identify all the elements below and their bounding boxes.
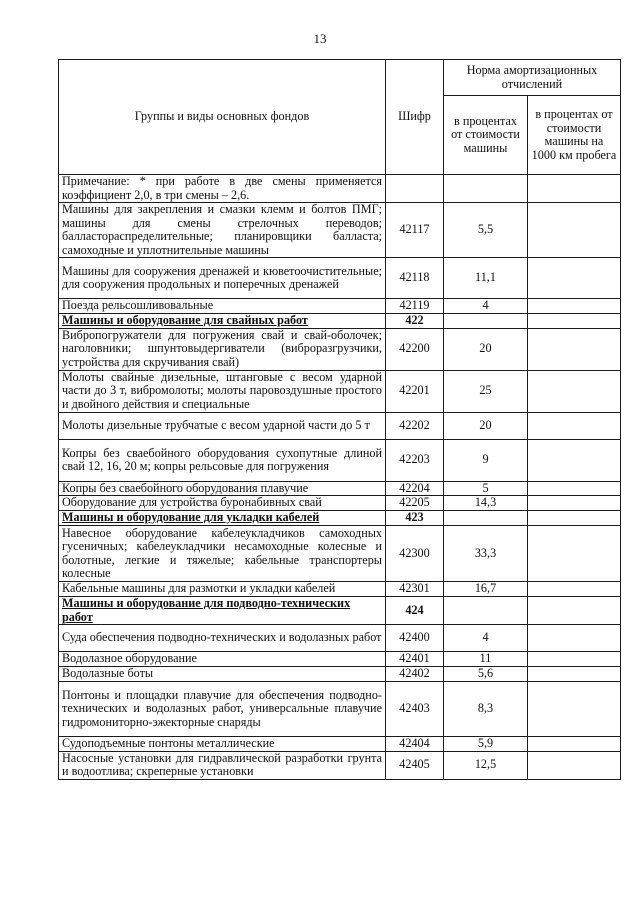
table-row (59, 737, 621, 752)
rate-percent-cell: 4 (444, 299, 528, 314)
fund-name-cell: Копры без сваебойного оборудования сухопутные длиной свай 12, 16, 20 м; копры рельсовые для погружения (59, 439, 386, 481)
rate-percent-cell: 11,1 (444, 258, 528, 299)
rate-percent-cell: 5,6 (444, 667, 528, 682)
fund-name-cell: Молоты дизельные трубчатые с весом ударной части до 5 т (59, 412, 386, 439)
rate-per-1000km-cell (528, 597, 621, 625)
rate-percent-cell: 25 (444, 370, 528, 412)
rate-per-1000km-cell (528, 652, 621, 667)
code-cell: 42204 (386, 481, 444, 496)
rate-percent-cell: 5,5 (444, 203, 528, 258)
fund-name-cell: Вибропогружатели для погружения свай и свай-оболочек; наголовники; шпунтовыдергиватели (виброразгрузчики, устройства для скручивания свай) (59, 328, 386, 370)
rate-per-1000km-cell (528, 667, 621, 682)
table-row (59, 496, 621, 511)
code-cell: 42300 (386, 526, 444, 582)
code-cell: 42117 (386, 203, 444, 258)
rate-percent-cell: 16,7 (444, 582, 528, 597)
code-cell: 42203 (386, 439, 444, 481)
fund-name-cell: Поезда рельсошливовальные (59, 299, 386, 314)
header-percent-per-1000km: в процентах от стоимости машины на 1000 км пробега (528, 96, 621, 175)
fund-name-cell: Навесное оборудование кабелеукладчиков самоходных гусеничных; кабелеукладчики несамоходные колесные и болотные, легкие и тяжелые; кабельные транспортеры колесные (59, 526, 386, 582)
table-row (59, 481, 621, 496)
code-cell: 423 (386, 511, 444, 526)
table-row (59, 439, 621, 481)
header-percent-of-cost: в процентах от стоимости машины (444, 96, 528, 175)
code-cell: 42118 (386, 258, 444, 299)
fund-name-cell: Кабельные машины для размотки и укладки кабелей (59, 582, 386, 597)
header-norm: Норма амортизационных отчислений (444, 60, 621, 96)
table-row (59, 258, 621, 299)
section-row (59, 313, 621, 328)
rate-per-1000km-cell (528, 625, 621, 652)
table-row (59, 412, 621, 439)
table-row (59, 175, 621, 203)
rate-per-1000km-cell (528, 582, 621, 597)
fund-name-cell: Машины для сооружения дренажей и кюветоочистительные; для сооружения продольных и поперечных дренажей (59, 258, 386, 299)
rate-percent-cell (444, 175, 528, 203)
section-row (59, 597, 621, 625)
code-cell: 42119 (386, 299, 444, 314)
code-cell: 42200 (386, 328, 444, 370)
code-cell (386, 175, 444, 203)
fund-name-cell: Судоподъемные понтоны металлические (59, 737, 386, 752)
header-code: Шифр (386, 60, 444, 175)
rate-percent-cell: 8,3 (444, 682, 528, 737)
depreciation-table (58, 59, 621, 780)
code-cell: 42403 (386, 682, 444, 737)
code-cell: 42405 (386, 751, 444, 779)
rate-percent-cell: 11 (444, 652, 528, 667)
code-cell: 42202 (386, 412, 444, 439)
fund-name-cell: Примечание: * при работе в две смены применяется коэффициент 2,0, в три смены – 2,6. (59, 175, 386, 203)
code-cell: 42205 (386, 496, 444, 511)
rate-percent-cell: 20 (444, 328, 528, 370)
rate-percent-cell: 9 (444, 439, 528, 481)
fund-name-cell: Машины и оборудование для укладки кабелей (59, 511, 386, 526)
table-row (59, 667, 621, 682)
rate-percent-cell: 5 (444, 481, 528, 496)
rate-per-1000km-cell (528, 751, 621, 779)
code-cell: 42301 (386, 582, 444, 597)
fund-name-cell: Понтоны и площадки плавучие для обеспечения подводно-технических и водолазных работ, универсальные плавучие гидромониторно-эжекторные снаряды (59, 682, 386, 737)
table-row (59, 370, 621, 412)
rate-percent-cell: 4 (444, 625, 528, 652)
rate-percent-cell (444, 313, 528, 328)
rate-per-1000km-cell (528, 737, 621, 752)
code-cell: 424 (386, 597, 444, 625)
table-body (59, 175, 621, 780)
rate-per-1000km-cell (528, 526, 621, 582)
rate-per-1000km-cell (528, 412, 621, 439)
code-cell: 42401 (386, 652, 444, 667)
rate-per-1000km-cell (528, 313, 621, 328)
header-name: Группы и виды основных фондов (59, 60, 386, 175)
fund-name-cell: Водолазное оборудование (59, 652, 386, 667)
table-row (59, 625, 621, 652)
code-cell: 42201 (386, 370, 444, 412)
rate-percent-cell: 12,5 (444, 751, 528, 779)
fund-name-cell: Копры без сваебойного оборудования плавучие (59, 481, 386, 496)
table-row (59, 203, 621, 258)
rate-percent-cell (444, 597, 528, 625)
code-cell: 42402 (386, 667, 444, 682)
rate-per-1000km-cell (528, 439, 621, 481)
fund-name-cell: Водолазные боты (59, 667, 386, 682)
table-row (59, 582, 621, 597)
rate-percent-cell: 33,3 (444, 526, 528, 582)
rate-per-1000km-cell (528, 258, 621, 299)
table-row (59, 652, 621, 667)
rate-per-1000km-cell (528, 175, 621, 203)
code-cell: 42400 (386, 625, 444, 652)
fund-name-cell: Молоты свайные дизельные, штанговые с весом ударной части до 3 т, вибромолоты; молоты паровоздушные простого и двойного действия и специальные (59, 370, 386, 412)
table-row (59, 328, 621, 370)
fund-name-cell: Машины для закрепления и смазки клемм и болтов ПМГ; машины для смены стрелочных переводов; балластораспределительные; планировщики балласта; самоходные и уплотнительные машины (59, 203, 386, 258)
rate-per-1000km-cell (528, 481, 621, 496)
rate-per-1000km-cell (528, 203, 621, 258)
rate-percent-cell: 5,9 (444, 737, 528, 752)
table-row (59, 751, 621, 779)
rate-per-1000km-cell (528, 496, 621, 511)
section-row (59, 511, 621, 526)
fund-name-cell: Суда обеспечения подводно-технических и водолазных работ (59, 625, 386, 652)
table-row (59, 526, 621, 582)
rate-percent-cell (444, 511, 528, 526)
fund-name-cell: Машины и оборудование для свайных работ (59, 313, 386, 328)
code-cell: 422 (386, 313, 444, 328)
rate-per-1000km-cell (528, 511, 621, 526)
rate-per-1000km-cell (528, 328, 621, 370)
rate-percent-cell: 20 (444, 412, 528, 439)
fund-name-cell: Машины и оборудование для подводно-технических работ (59, 597, 386, 625)
rate-percent-cell: 14,3 (444, 496, 528, 511)
rate-per-1000km-cell (528, 299, 621, 314)
code-cell: 42404 (386, 737, 444, 752)
table-row (59, 299, 621, 314)
fund-name-cell: Оборудование для устройства буронабивных свай (59, 496, 386, 511)
fund-name-cell: Насосные установки для гидравлической разработки грунта и водоотлива; скреперные установки (59, 751, 386, 779)
rate-per-1000km-cell (528, 682, 621, 737)
table-row (59, 682, 621, 737)
page-number: 13 (313, 31, 327, 46)
rate-per-1000km-cell (528, 370, 621, 412)
